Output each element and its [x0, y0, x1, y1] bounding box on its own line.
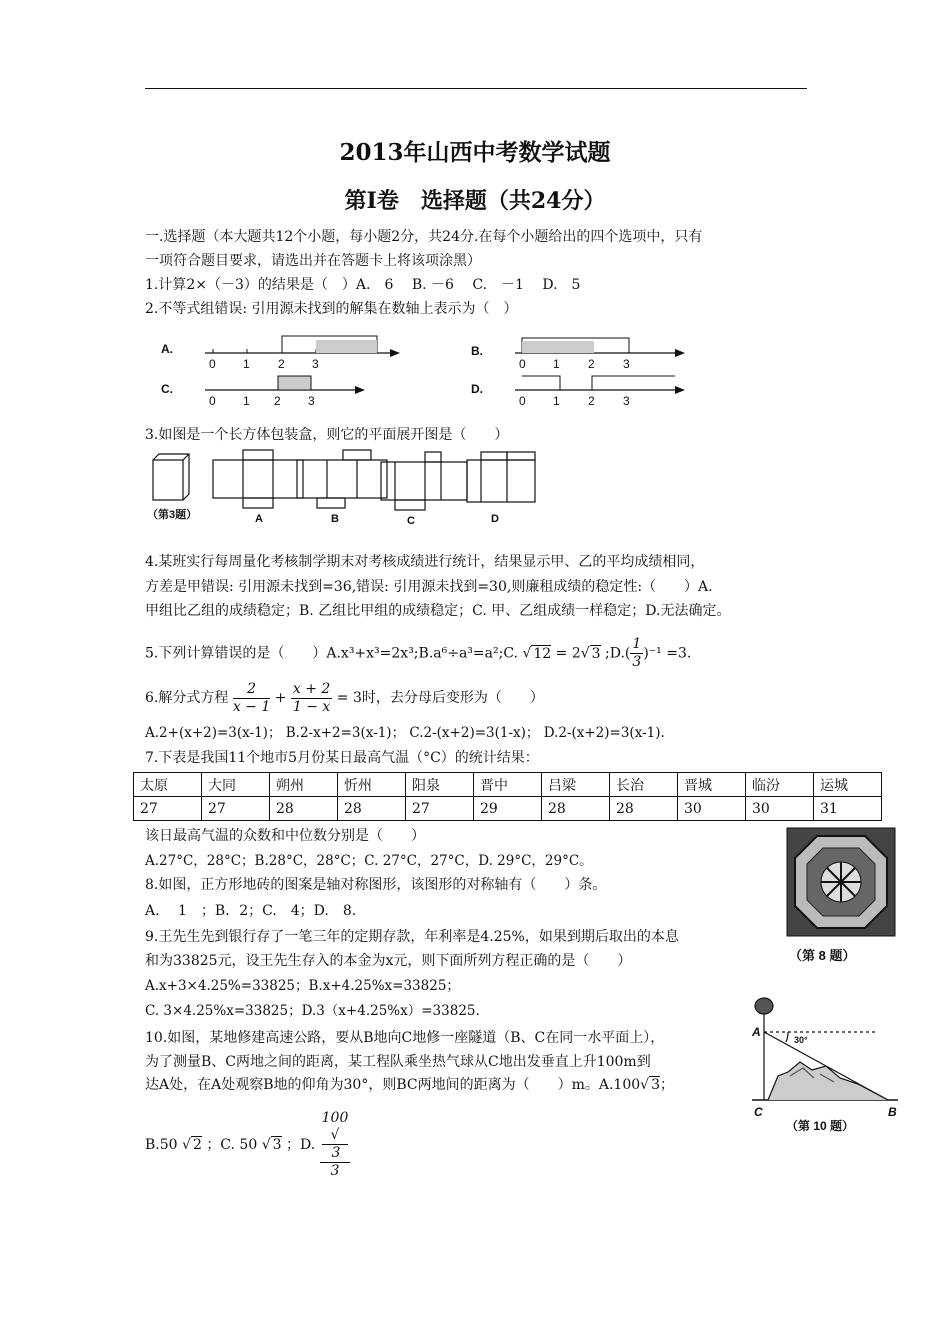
q10-label-a: A: [752, 1025, 761, 1039]
q6-fraction-2: $\frac{x + 2}{1 - x}$: [292, 680, 331, 715]
table-cell-temp: 28: [270, 797, 338, 821]
svg-text:2: 2: [588, 357, 595, 371]
question-6-options: A.2+(x+2)=3(x-1)； B.2-x+2=3(x-1)； C.2-(x+2)=3(1-x)； D.2-(x+2)=3(x-1).: [145, 725, 665, 741]
q3-option-a-net: [213, 450, 303, 508]
q2-number-lines: [155, 326, 700, 411]
svg-text:3: 3: [308, 394, 315, 408]
q5-fraction: $\frac{1}{3}$: [632, 636, 642, 670]
page-subtitle: 第Ⅰ卷 选择题（共24分）: [344, 188, 606, 214]
q10-angle-label: 30°: [794, 1035, 808, 1045]
q2-a-ticks: [213, 349, 316, 353]
table-cell-city: 运城: [814, 773, 882, 797]
q2-option-b-label: B.: [471, 344, 483, 358]
svg-text:3: 3: [312, 357, 319, 371]
svg-text:1: 1: [553, 357, 560, 371]
table-cell-temp: 28: [338, 797, 406, 821]
svg-text:1: 1: [243, 357, 250, 371]
q10-label-b: B: [888, 1105, 897, 1119]
table-cell-temp: 30: [746, 797, 814, 821]
question-4-line-3: 甲组比乙组的成绩稳定；B. 乙组比甲组的成绩稳定；C. 甲、乙组成绩一样稳定；D.无法确定。: [145, 603, 731, 619]
table-cell-city: 阳泉: [406, 773, 474, 797]
question-9-line-1: 9.王先生先到银行存了一笔三年的定期存款，年利率是4.25%，如果到期后取出的本息: [145, 929, 679, 945]
svg-text:3: 3: [623, 357, 630, 371]
question-10-line-2: 为了测量B、C两地之间的距离，某工程队乘坐热气球从C地出发垂直上升100m到: [145, 1054, 651, 1070]
svg-text:0: 0: [209, 357, 216, 371]
question-4-line-2: 方差是甲错误: 引用源未找到=36,错误: 引用源未找到=30,则廉租成绩的稳定性:（ ）A.: [145, 579, 713, 595]
table-row: [134, 773, 882, 797]
question-3: 3.如图是一个长方体包装盒，则它的平面展开图是（ ）: [145, 427, 509, 443]
table-cell-city: 太原: [134, 773, 202, 797]
table-cell-city: 忻州: [338, 773, 406, 797]
question-6: 6.解分式方程 $\frac{2}{x - 1}$ + $\frac{x + 2}{1 - x}$ = 3时，去分母后变形为（ ）: [145, 680, 544, 715]
question-4-line-1: 4.某班实行每周量化考核制学期末对考核成绩进行统计，结果显示甲、乙的平均成绩相同，: [145, 554, 705, 570]
question-8-options: A. 1 ；B．2；C. 4；D. 8.: [145, 903, 357, 919]
question-7-ask: 该日最高气温的众数和中位数分别是（ ）: [145, 828, 425, 844]
table-cell-temp: 27: [406, 797, 474, 821]
table-cell-city: 晋中: [474, 773, 542, 797]
q3-option-d-net: [467, 452, 535, 502]
q10-fraction: 100 √ 3 3: [321, 1110, 349, 1179]
question-2: 2.不等式组错误: 引用源未找到的解集在数轴上表示为（ ）: [145, 301, 518, 317]
question-7: 7.下表是我国11个地市5月份某日最高气温（°C）的统计结果：: [145, 750, 539, 766]
table-row: [134, 797, 882, 821]
question-1: 1.计算2×（－3）的结果是（ ）A. 6 B. －6 C. －1 D. 5: [145, 277, 581, 293]
table-cell-temp: 31: [814, 797, 882, 821]
question-5: 5.下列计算错误的是（ ）A.x³+x³=2x³;B.a⁶÷a³=a²;C. √ 12 = 2√ 3 ;D.( $\frac{1}{3}$ )⁻¹ =3.: [145, 636, 692, 670]
table-cell-temp: 28: [542, 797, 610, 821]
table-cell-temp: 30: [678, 797, 746, 821]
question-10-line-1: 10.如图，某地修建高速公路，要从B地向C地修一座隧道（B、C在同一水平面上），: [145, 1030, 665, 1046]
section-intro-line-2: 一项符合题目要求，请选出并在答题卡上将该项涂黑）: [145, 253, 481, 269]
question-9-line-4: C. 3×4.25%x=33825；D.3（x+4.25%x）=33825.: [145, 1003, 480, 1019]
q3-label-b: B: [331, 513, 339, 525]
q3-label-d: D: [491, 513, 499, 525]
q5-text: 5.下列计算错误的是（ ）A.x³+x³=2x³;B.a⁶÷a³=a²;C.: [145, 645, 518, 662]
table-cell-city: 临汾: [746, 773, 814, 797]
question-9-line-2: 和为33825元，设王先生存入的本金为x元，则下面所列方程正确的是（ ）: [145, 953, 632, 969]
q3-option-c-net: [381, 452, 467, 510]
q3-label-c: C: [407, 515, 415, 527]
svg-text:2: 2: [278, 357, 285, 371]
svg-text:0: 0: [519, 394, 526, 408]
svg-text:0: 0: [209, 394, 216, 408]
question-7-options: A.27°C，28°C；B.28°C，28°C；C. 27°C，27°C，D. 29°C，29°C。: [145, 853, 593, 869]
table-cell-temp: 28: [610, 797, 678, 821]
q10-label-c: C: [754, 1105, 763, 1119]
q5-sqrt-3: 3: [591, 645, 601, 662]
q10-caption: （第 10 题）: [786, 1119, 855, 1133]
table-cell-city: 大同: [202, 773, 270, 797]
table-cell-city: 长治: [610, 773, 678, 797]
question-10-line-4: B.50 √ 2 ；C. 50 √ 3 ；D. 100 √ 3 3: [145, 1110, 349, 1179]
q2-option-d-label: D.: [471, 382, 483, 396]
svg-text:2: 2: [588, 394, 595, 408]
table-cell-city: 朔州: [270, 773, 338, 797]
table-cell-temp: 27: [134, 797, 202, 821]
question-9-line-3: A.x+3×4.25%=33825；B.x+4.25%x=33825；: [145, 978, 460, 994]
table-cell-city: 吕梁: [542, 773, 610, 797]
q3-box-figure: [153, 454, 189, 500]
svg-text:1: 1: [553, 394, 560, 408]
q3-option-b-net: [297, 450, 387, 508]
table-cell-city: 晋城: [678, 773, 746, 797]
svg-text:2: 2: [274, 394, 281, 408]
balloon-icon: [755, 998, 773, 1014]
q6-fraction-1: $\frac{2}{x - 1}$: [232, 680, 271, 715]
table-cell-temp: 27: [202, 797, 270, 821]
page-title: 2013年山西中考数学试题: [339, 139, 611, 166]
svg-text:0: 0: [519, 357, 526, 371]
top-rule: [145, 88, 807, 89]
q3-box-figures: [145, 448, 550, 528]
q3-caption: （第3题）: [147, 509, 198, 521]
q10-balloon-figure: [748, 996, 908, 1134]
question-8: 8.如图，正方形地砖的图案是轴对称图形，该图形的对称轴有（ ）条。: [145, 877, 607, 893]
svg-text:1: 1: [243, 394, 250, 408]
q8-tile-figure: [785, 826, 900, 966]
q2-option-c-label: C.: [161, 382, 173, 396]
temperature-table: [133, 772, 882, 821]
svg-text:3: 3: [623, 394, 630, 408]
section-intro-line-1: 一.选择题（本大题共12个小题，每小题2分，共24分.在每个小题给出的四个选项中，只有: [145, 229, 703, 245]
question-10-line-3: 达A处，在A处观察B地的仰角为30°，则BC两地间的距离为（ ）m。A.100√ 3；: [145, 1077, 674, 1093]
table-cell-temp: 29: [474, 797, 542, 821]
q8-caption: （第 8 题）: [789, 948, 856, 963]
q2-option-a-label: A.: [161, 342, 173, 356]
q5-sqrt-12: 12: [533, 645, 552, 662]
q3-label-a: A: [255, 513, 263, 525]
